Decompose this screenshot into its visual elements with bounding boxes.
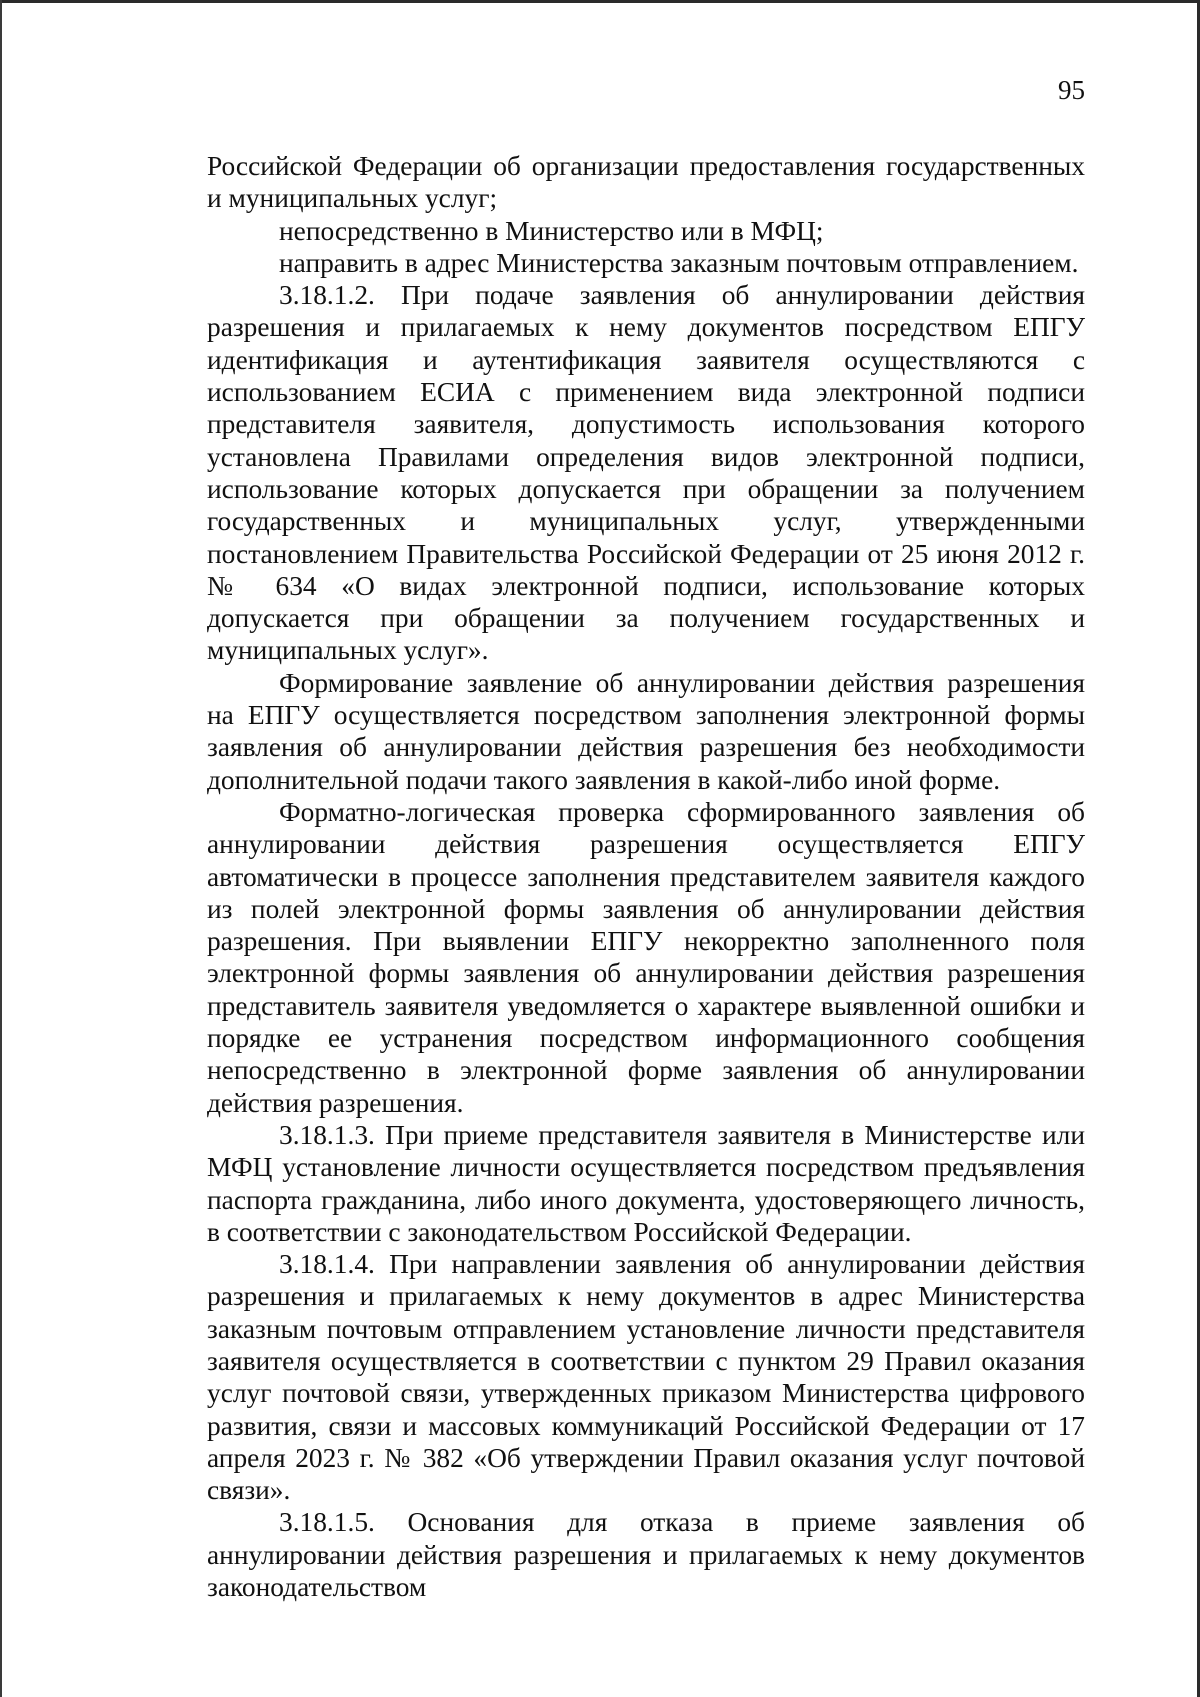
paragraph-3-18-1-2: 3.18.1.2. При подаче заявления об аннулировании действия разрешения и прилагаемых к нему документов посредством ЕПГУ идентификация и аутентификация заявителя осуществляются с использованием ЕСИА с применением вида электронной подписи представителя заявителя, допустимость использования которого установлена Правилами определения видов электронной подписи, использование которых допускается при обращении за получением государственных и муниципальных услуг, утвержденными постановлением Правительства Российской Федерации от 25 июня 2012 г. № 634 «О видах электронной подписи, использование которых допускается при обращении за получением государственных и муниципальных услуг». xyxy=(207,280,1085,666)
paragraph: Российской Федерации об организации предоставления государственных и муниципальных услуг; xyxy=(207,151,1085,214)
page-number: 95 xyxy=(1058,75,1085,105)
scan-edge-left xyxy=(0,0,2,1697)
scan-edge-top xyxy=(0,0,1200,3)
paragraph: Формирование заявление об аннулировании действия разрешения на ЕПГУ осуществляется посредством заполнения электронной формы заявления об аннулировании действия разрешения без необходимости дополнительной подачи такого заявления в какой-либо иной форме. xyxy=(207,667,1085,795)
paragraph: направить в адрес Министерства заказным почтовым отправлением. xyxy=(279,247,1079,278)
paragraph: Форматно-логическая проверка сформированного заявления об аннулировании действия разрешения осуществляется ЕПГУ автоматически в процессе заполнения представителем заявителя каждого из полей электронной формы заявления об аннулировании действия разрешения. При выявлении ЕПГУ некорректно заполненного поля электронной формы заявления об аннулировании действия разрешения представитель заявителя уведомляется о характере выявленной ошибки и порядке ее устранения посредством информационного сообщения непосредственно в электронной форме заявления об аннулировании действия разрешения. xyxy=(207,796,1085,1118)
document-body xyxy=(207,150,1085,1603)
paragraph-3-18-1-4: 3.18.1.4. При направлении заявления об аннулировании действия разрешения и прилагаемых к нему документов в адрес Министерства заказным почтовым отправлением установление личности представителя заявителя осуществляется в соответствии с пунктом 29 Правил оказания услуг почтовой связи, утвержденных приказом Министерства цифрового развития, связи и массовых коммуникаций Российской Федерации от 17 апреля 2023 г. № 382 «Об утверждении Правил оказания услуг почтовой связи». xyxy=(207,1249,1085,1506)
paragraph-3-18-1-3: 3.18.1.3. При приеме представителя заявителя в Министерстве или МФЦ установление личности осуществляется посредством предъявления паспорта гражданина, либо иного документа, удостоверяющего личность, в соответствии с законодательством Российской Федерации. xyxy=(207,1119,1085,1247)
paragraph-3-18-1-5: 3.18.1.5. Основания для отказа в приеме заявления об аннулировании действия разрешения и прилагаемых к нему документов законодательством xyxy=(207,1507,1085,1603)
paragraph: непосредственно в Министерство или в МФЦ; xyxy=(279,215,824,246)
